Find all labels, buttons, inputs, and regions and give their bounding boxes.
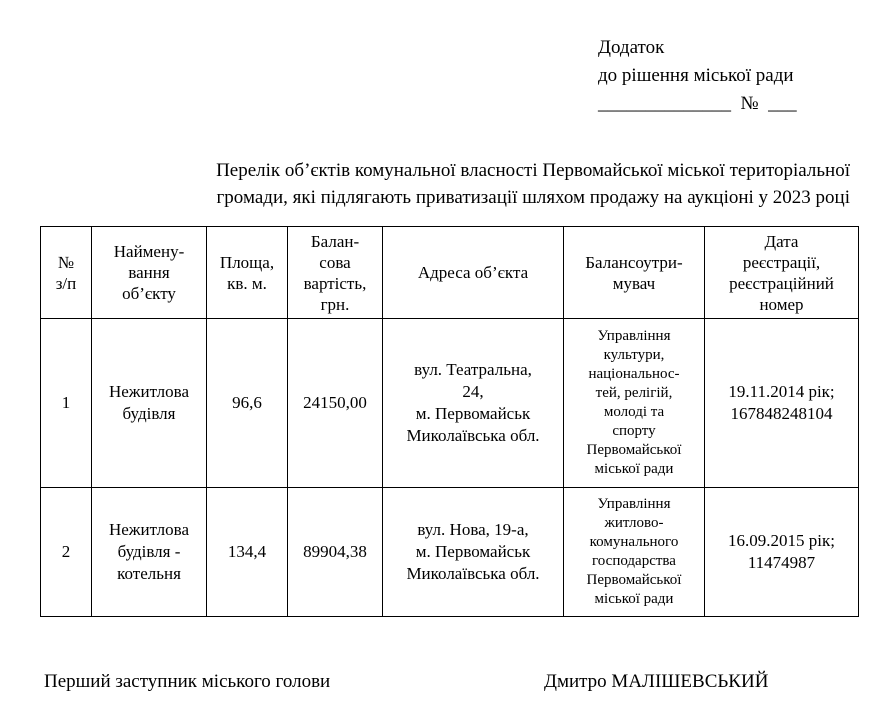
cell-value: 24150,00 bbox=[288, 319, 383, 488]
cell-registration: 16.09.2015 рік; 11474987 bbox=[705, 488, 859, 617]
annex-title: Додаток bbox=[598, 37, 665, 58]
cell-value: 89904,38 bbox=[288, 488, 383, 617]
objects-table bbox=[40, 226, 859, 617]
title-line-1: Перелік об’єктів комунальної власності Первомайської міської територіальної bbox=[216, 160, 850, 181]
cell-holder: Управління культури, національнос- тей, релігій, молоді та спорту Первомайської міської ради bbox=[564, 319, 705, 488]
cell-area: 134,4 bbox=[207, 488, 288, 617]
header-holder: Балансоутри- мувач bbox=[564, 227, 705, 319]
header-balance-value: Балан- сова вартість, грн. bbox=[288, 227, 383, 319]
header-number: № з/п bbox=[41, 227, 92, 319]
annex-date-number: ______________ № ___ bbox=[598, 93, 797, 114]
document-title bbox=[40, 157, 850, 211]
cell-area: 96,6 bbox=[207, 319, 288, 488]
cell-holder: Управління житлово- комунального господарства Первомайської міської ради bbox=[564, 488, 705, 617]
table-row bbox=[41, 488, 859, 617]
header-name: Наймену- вання об’єкту bbox=[92, 227, 207, 319]
cell-number: 1 bbox=[41, 319, 92, 488]
header-area: Площа, кв. м. bbox=[207, 227, 288, 319]
cell-registration: 19.11.2014 рік; 167848248104 bbox=[705, 319, 859, 488]
cell-number: 2 bbox=[41, 488, 92, 617]
table-header-row bbox=[41, 227, 859, 319]
title-line-2: громади, які підлягають приватизації шляхом продажу на аукціоні у 2023 році bbox=[216, 187, 850, 208]
annex-block bbox=[598, 34, 797, 118]
signature-position: Перший заступник міського голови bbox=[44, 671, 331, 692]
table-row bbox=[41, 319, 859, 488]
cell-address: вул. Нова, 19-а, м. Первомайськ Миколаївська обл. bbox=[383, 488, 564, 617]
header-registration: Дата реєстрації, реєстраційний номер bbox=[705, 227, 859, 319]
annex-reference: до рішення міської ради bbox=[598, 65, 794, 86]
cell-name: Нежитлова будівля - котельня bbox=[92, 488, 207, 617]
cell-address: вул. Театральна, 24, м. Первомайськ Миколаївська обл. bbox=[383, 319, 564, 488]
header-address: Адреса об’єкта bbox=[383, 227, 564, 319]
signature-name: Дмитро МАЛІШЕВСЬКИЙ bbox=[544, 671, 769, 692]
cell-name: Нежитлова будівля bbox=[92, 319, 207, 488]
